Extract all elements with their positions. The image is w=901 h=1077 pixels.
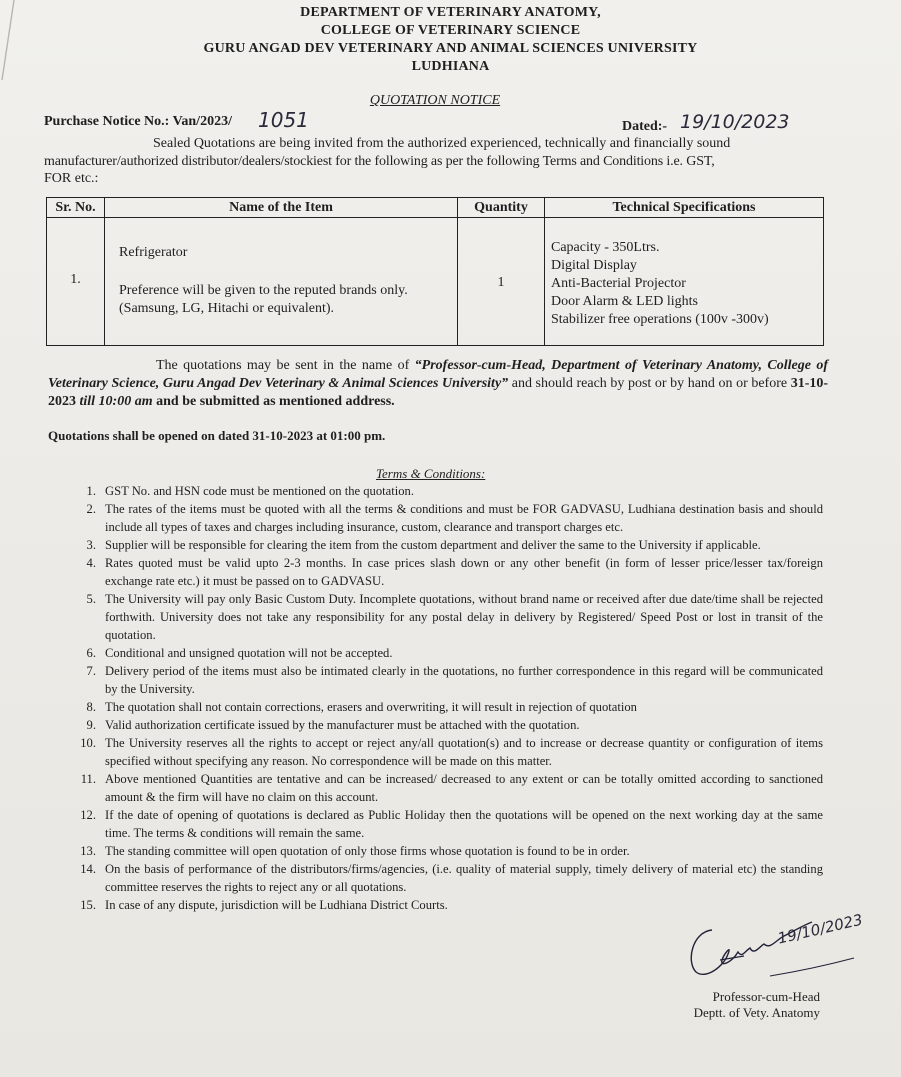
terms-title: Terms & Conditions: <box>376 466 486 481</box>
term-number: 7. <box>86 664 96 678</box>
term-number: 9. <box>86 718 96 732</box>
term-number: 13. <box>80 844 96 858</box>
item-note-brands: Preference will be given to the reputed brands only. <box>119 283 408 298</box>
terms-list <box>0 482 901 914</box>
item-note-examples: (Samsung, LG, Hitachi or equivalent). <box>119 301 335 316</box>
term-text: Supplier will be responsible for clearing the item from the custom department and deliver the same to the University if applicable. <box>105 538 761 552</box>
term-number: 14. <box>80 862 96 876</box>
intro-line-2: manufacturer/authorized distributor/dealers/stockiest for the following as per the following Terms and Conditions i.e. GST, <box>44 154 715 169</box>
address-paragraph <box>48 357 828 411</box>
term-item <box>0 806 901 842</box>
term-number: 1. <box>86 484 96 498</box>
term-text: Rates quoted must be valid upto 2-3 months. In case prices slash down or any other benefit (in form of lesser price/lesser tax/foreign exchange rate etc.) it must be passed on to GADVASU. <box>105 556 823 588</box>
term-number: 6. <box>86 646 96 660</box>
address-recipient-1: “Professor-cum-Head, Department of Veterinary Anatomy, <box>414 358 762 373</box>
term-item <box>0 536 901 554</box>
address-text: and should reach by post or by <box>508 376 685 391</box>
intro-line-1: Sealed Quotations are being invited from the authorized experienced, technically and financially sound <box>153 136 731 151</box>
col-sr-no: Sr. No. <box>47 198 105 218</box>
term-item <box>0 500 901 536</box>
term-text: The rates of the items must be quoted with all the terms & conditions and must be FOR GADVASU, Ludhiana destination basis and should include all types of taxes and charges including insurance, custom, clearance and transport charges etc. <box>105 502 823 534</box>
due-date: 31-10-2023 <box>48 376 829 409</box>
table-row <box>47 218 824 346</box>
term-text: Conditional and unsigned quotation will not be accepted. <box>105 646 393 660</box>
items-table <box>46 197 824 346</box>
purchase-notice-handwritten-number: 1051 <box>258 108 309 132</box>
item-name: Refrigerator <box>119 245 188 260</box>
header-university: GURU ANGAD DEV VETERINARY AND ANIMAL SCIENCES UNIVERSITY <box>203 41 698 56</box>
term-item <box>0 770 901 806</box>
notice-title: QUOTATION NOTICE <box>369 93 501 108</box>
term-number: 8. <box>86 700 96 714</box>
term-item <box>0 662 901 698</box>
cell-sr-no: 1. <box>47 218 105 346</box>
signoff-department: Deptt. of Vety. Anatomy <box>693 1005 820 1020</box>
col-tech-specs: Technical Specifications <box>545 198 824 218</box>
term-item <box>0 860 901 896</box>
table-header-row <box>47 198 824 218</box>
term-number: 4. <box>86 556 96 570</box>
spec-line: Digital Display <box>551 258 637 273</box>
col-item-name: Name of the Item <box>105 198 458 218</box>
term-text: Valid authorization certificate issued by the manufacturer must be attached with the quotation. <box>105 718 580 732</box>
due-time: till 10:00 am <box>76 394 153 409</box>
term-item <box>0 590 901 644</box>
term-number: 12. <box>80 808 96 822</box>
header-department: DEPARTMENT OF VETERINARY ANATOMY, <box>300 5 601 20</box>
purchase-notice-label: Purchase Notice No.: Van/2023/ <box>44 114 232 129</box>
term-number: 5. <box>86 592 96 606</box>
term-text: If the date of opening of quotations is declared as Public Holiday then the quotations will be opened on the next working day at the same time. The terms & conditions will remain the same. <box>105 808 823 840</box>
intro-line-3: FOR etc.: <box>44 171 99 186</box>
term-text: The quotation shall not contain corrections, erasers and overwriting, it will result in rejection of quotation <box>105 700 637 714</box>
address-text: The quotations may be sent in the name of <box>156 358 415 373</box>
spec-line: Anti-Bacterial Projector <box>551 276 686 291</box>
header-city: LUDHIANA <box>411 59 490 74</box>
cell-specs <box>545 218 824 346</box>
term-number: 2. <box>86 502 96 516</box>
term-item <box>0 482 901 500</box>
col-quantity: Quantity <box>458 198 545 218</box>
term-item <box>0 896 901 914</box>
address-text: and be submitted as mentioned address. <box>152 394 395 409</box>
term-number: 10. <box>80 736 96 750</box>
spec-line: Stabilizer free operations (100v -300v) <box>551 312 769 327</box>
term-text: In case of any dispute, jurisdiction will be Ludhiana District Courts. <box>105 898 448 912</box>
signature-handwritten-date: 19/10/2023 <box>776 910 865 948</box>
term-text: The University will pay only Basic Custom Duty. Incomplete quotations, without brand name or received after due date/time shall be rejected forthwith. University does not take any responsibility for any postal delay in delivery by Registered/ Speed Post or lost in transit of the quotation. <box>105 592 823 642</box>
opening-line: Quotations shall be opened on dated 31-10-2023 at 01:00 pm. <box>48 428 386 443</box>
term-item <box>0 698 901 716</box>
term-text: The University reserves all the rights to accept or reject any/all quotation(s) and to increase or decrease quantity or configuration of items specified without specifying any reason. No correspondence will be made on this matter. <box>105 736 823 768</box>
term-item <box>0 644 901 662</box>
address-text: hand on or before <box>687 376 791 391</box>
term-text: On the basis of performance of the distributors/firms/agencies, (i.e. quality of material supply, timely delivery of material etc) the standing committee reserves the rights to reject any or all quotations. <box>105 862 823 894</box>
term-number: 11. <box>80 772 96 786</box>
header-college: COLLEGE OF VETERINARY SCIENCE <box>320 23 581 38</box>
term-text: Above mentioned Quantities are tentative and can be increased/ decreased to any extent or can be totally omitted according to sanctioned amount & the firm will have no claim on this account. <box>105 772 823 804</box>
term-item <box>0 554 901 590</box>
address-recipient-2: College of Veterinary Science, Guru Angad Dev Veterinary & Animal Sciences University” <box>48 358 828 391</box>
cell-quantity: 1 <box>458 218 545 346</box>
signoff-title: Professor-cum-Head <box>712 989 820 1004</box>
term-number: 15. <box>80 898 96 912</box>
term-text: The standing committee will open quotation of only those firms whose quotation is found to be in order. <box>105 844 630 858</box>
dated-handwritten: 19/10/2023 <box>680 111 790 133</box>
spec-line: Door Alarm & LED lights <box>551 294 698 309</box>
term-item <box>0 734 901 770</box>
term-text: GST No. and HSN code must be mentioned on the quotation. <box>105 484 414 498</box>
term-item <box>0 716 901 734</box>
term-number: 3. <box>86 538 96 552</box>
term-item <box>0 842 901 860</box>
cell-item <box>105 218 458 346</box>
dated-label: Dated:- <box>622 119 668 134</box>
term-text: Delivery period of the items must also be intimated clearly in the quotations, no further correspondence in this regard will be communicated by the University. <box>105 664 823 696</box>
spec-line: Capacity - 350Ltrs. <box>551 240 660 255</box>
